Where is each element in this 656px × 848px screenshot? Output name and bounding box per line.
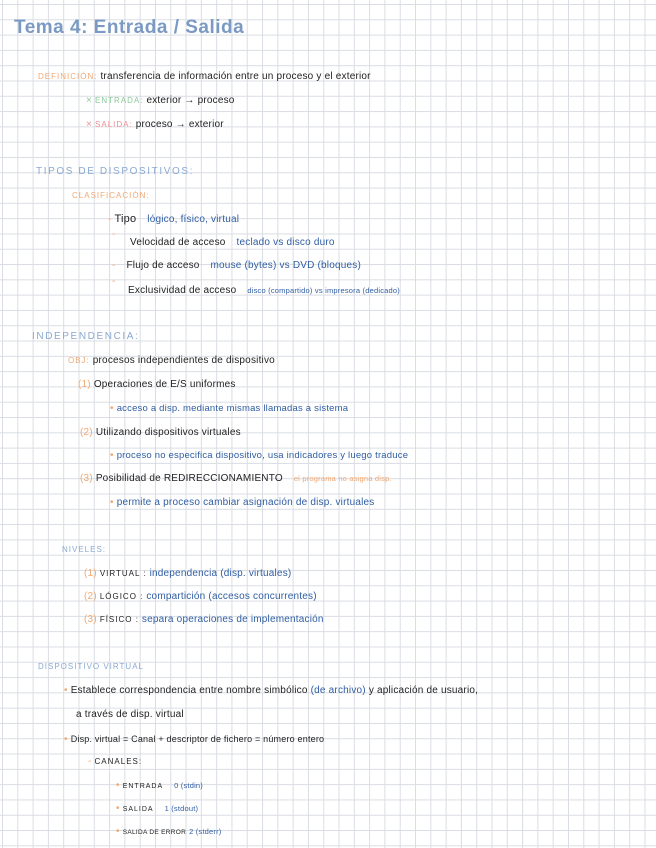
canal-name: SALIDA <box>122 806 154 813</box>
canal-name: SALIDA DE ERROR <box>122 829 187 836</box>
bullet-icon: × <box>86 95 93 106</box>
definicion-line <box>38 70 371 84</box>
punto-3-text: Posibilidad de REDIRECCIONAMIENTO <box>95 473 283 484</box>
nivel-num: (2) <box>84 591 97 602</box>
nivel-virtual <box>84 567 291 581</box>
entrada-text: exterior → proceso <box>146 95 235 106</box>
canal-value: 1 (stdout) <box>164 804 199 813</box>
obj-text: procesos independientes de dispositivo <box>92 355 275 366</box>
nivel-fisico <box>84 613 324 627</box>
canal-error <box>116 825 221 840</box>
canales-label: CANALES: <box>94 757 143 766</box>
velocidad-item <box>130 236 335 250</box>
punto-2-sub-text: proceso no especifica dispositivo, usa indicadores y luego traduce <box>116 450 409 461</box>
punto-2-text: Utilizando dispositivos virtuales <box>95 427 241 438</box>
entrada-label: ENTRADA: <box>95 96 144 105</box>
tipo-item <box>108 212 239 227</box>
nivel-detail: compartición (accesos concurrentes) <box>146 591 317 602</box>
clasificacion-label: CLASIFICACIÓN: <box>72 191 150 200</box>
tipos-heading: TIPOS DE DISPOSITIVOS: <box>36 166 195 177</box>
definicion-label: DEFINICIÓN: <box>38 72 98 81</box>
tipo-detail: lógico, físico, virtual <box>147 214 240 225</box>
punto-3-note: el programa no asigna disp. <box>293 474 392 483</box>
punto-3-sub-text: permite a proceso cambiar asignación de disp. virtuales <box>116 497 375 508</box>
dv-line-3-text: Disp. virtual = Canal + descriptor de fichero = número entero <box>70 734 325 744</box>
punto-3-sub <box>110 496 374 510</box>
nivel-label: LÓGICO : <box>99 592 144 601</box>
salida-label: SALIDA: <box>95 120 133 129</box>
canales-line <box>88 755 142 769</box>
bullet-icon: • <box>110 450 114 461</box>
bullet-icon: • <box>64 685 68 696</box>
dash-icon: - <box>112 260 116 271</box>
velocidad-label: Velocidad de acceso <box>130 237 226 248</box>
flujo-detail: mouse (bytes) vs DVD (bloques) <box>210 260 362 271</box>
bullet-icon: × <box>86 119 93 130</box>
exclusividad-label: Exclusividad de acceso <box>128 285 237 296</box>
bullet-icon: • <box>64 734 68 745</box>
nivel-label: FÍSICO : <box>99 615 139 624</box>
bullet-icon: • <box>116 803 120 814</box>
dash-icon: - <box>108 214 112 225</box>
dv-line-1 <box>64 684 478 698</box>
bullet-icon: • <box>110 497 114 508</box>
punto-1-sub <box>110 402 348 416</box>
flujo-label: Flujo de acceso <box>126 260 200 271</box>
canal-value: 0 (stdin) <box>174 781 204 790</box>
dash-icon: - <box>88 756 92 767</box>
dv-line-2: a través de disp. virtual <box>76 709 184 720</box>
entrada-line <box>86 94 235 108</box>
bullet-icon: • <box>116 826 120 837</box>
page-title: Tema 4: Entrada / Salida <box>14 17 245 38</box>
punto-2 <box>80 426 241 440</box>
obj-line <box>68 354 275 368</box>
nivel-detail: independencia (disp. virtuales) <box>149 568 292 579</box>
canal-name: ENTRADA <box>122 783 164 790</box>
punto-3 <box>80 472 392 486</box>
nivel-num: (1) <box>84 568 97 579</box>
punto-1-num: (1) <box>78 379 91 390</box>
dv-line-1-b: (de archivo) <box>310 685 366 696</box>
punto-2-sub <box>110 449 408 463</box>
salida-line <box>86 118 224 132</box>
exclusividad-detail: disco (compartido) vs impresora (dedicado) <box>247 286 400 295</box>
nivel-detail: separa operaciones de implementación <box>141 614 324 625</box>
salida-text: proceso → exterior <box>135 119 224 130</box>
bullet-icon: • <box>110 403 114 414</box>
canal-salida <box>116 802 198 817</box>
flujo-item <box>112 259 361 273</box>
dv-line-1-c: y aplicación de usuario, <box>368 685 479 696</box>
punto-1-text: Operaciones de E/S uniformes <box>93 379 236 390</box>
dash-icon: - <box>112 229 116 240</box>
velocidad-detail: teclado vs disco duro <box>236 237 335 248</box>
punto-1-sub-text: acceso a disp. mediante mismas llamadas a sistema <box>116 403 349 414</box>
dv-line-1-a: Establece correspondencia entre nombre simbólico <box>70 685 308 696</box>
independencia-heading: INDEPENDENCIA: <box>32 331 140 342</box>
punto-2-num: (2) <box>80 427 93 438</box>
exclusividad-item <box>128 284 400 298</box>
punto-1 <box>78 378 236 392</box>
canal-entrada <box>116 779 203 794</box>
definicion-text: transferencia de información entre un proceso y el exterior <box>100 71 371 82</box>
dv-line-3 <box>64 732 324 747</box>
punto-3-num: (3) <box>80 473 93 484</box>
nivel-logico <box>84 590 317 604</box>
obj-label: OBJ: <box>68 356 90 365</box>
nivel-label: VIRTUAL : <box>99 569 147 578</box>
dash-icon: - <box>112 276 116 287</box>
bullet-icon: • <box>116 780 120 791</box>
canal-value: 2 (stderr) <box>189 827 222 836</box>
dispositivo-virtual-heading: DISPOSITIVO VIRTUAL <box>38 662 144 671</box>
niveles-heading: NIVELES: <box>62 545 107 554</box>
tipo-label: Tipo <box>114 213 137 225</box>
nivel-num: (3) <box>84 614 97 625</box>
